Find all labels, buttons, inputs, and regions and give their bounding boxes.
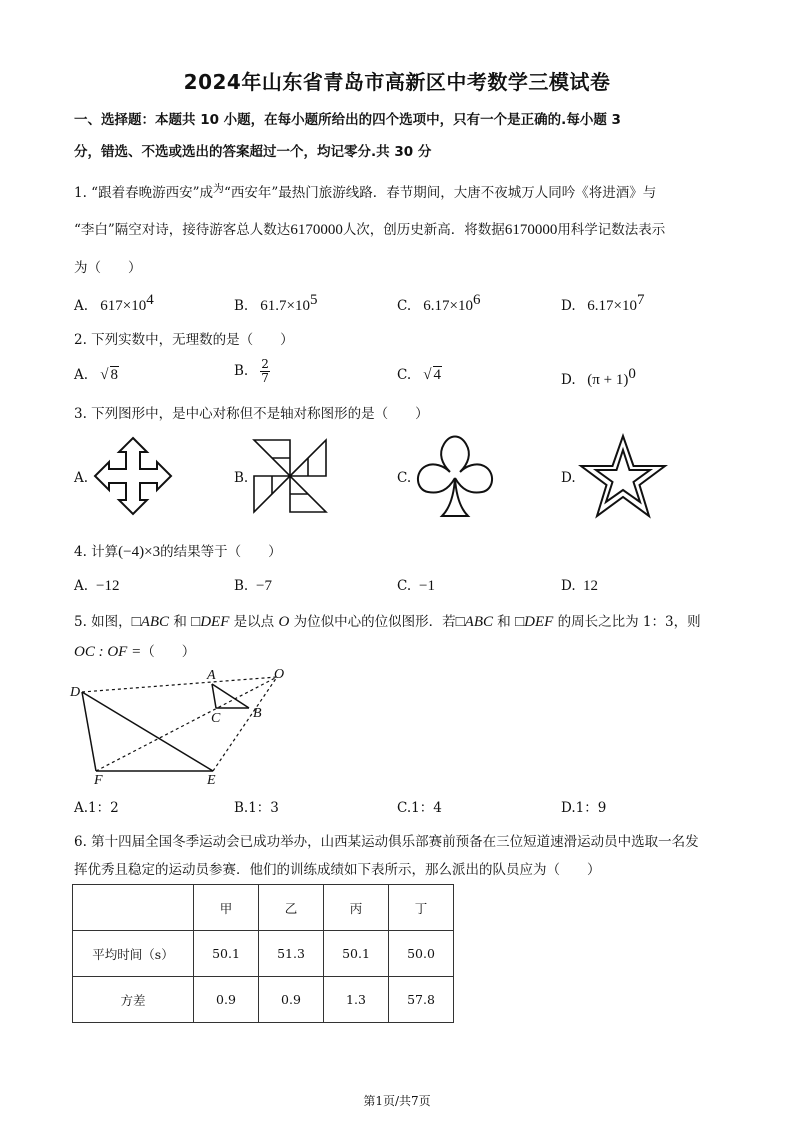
- table-cell: 0.9: [259, 977, 324, 1023]
- table-row: [73, 977, 454, 1023]
- option-label: B.: [234, 363, 249, 379]
- option-label: B.: [234, 298, 249, 314]
- triangle-def: □DEF: [515, 614, 554, 630]
- q5-text-part: 为位似中心的位似图形．若: [289, 614, 456, 630]
- option-label: A.: [74, 298, 89, 314]
- q3-option-a-label[interactable]: A.: [74, 470, 89, 486]
- option-label: C.: [397, 367, 412, 383]
- option-exponent: 5: [310, 292, 318, 308]
- q1-line2: [74, 218, 665, 239]
- page-footer: 第1页/共7页: [363, 1094, 431, 1108]
- q1-number: 6170000: [504, 222, 558, 238]
- q3-option-c-label[interactable]: C.: [397, 470, 412, 486]
- table-cell: 方差: [73, 977, 194, 1023]
- option-label: D.: [561, 578, 576, 594]
- option-label: C.: [397, 800, 412, 816]
- q1-text-part: 为: [212, 182, 224, 195]
- q5-text-part: 和: [493, 614, 516, 630]
- table-cell: 1.3: [324, 977, 389, 1023]
- triangle-def: □DEF: [191, 614, 230, 630]
- option-label: C.: [397, 298, 412, 314]
- q5-text-part: 和: [169, 614, 192, 630]
- option-value: −1: [419, 578, 435, 594]
- q1-text-part: “西安年”最热门旅游线路．春节期间，大唐不夜城万人同吟《将进酒》与: [223, 185, 657, 201]
- option-label: A.: [74, 367, 89, 383]
- option-value: 617×10: [100, 298, 147, 314]
- table-cell: 50.1: [324, 931, 389, 977]
- label-c: C: [211, 711, 221, 726]
- q1-text-part: 1. “跟着春晚游西安”成: [74, 185, 213, 201]
- q1-option-c[interactable]: [397, 292, 481, 315]
- option-label: A.: [74, 800, 89, 816]
- q1-line1: [74, 180, 656, 201]
- option-value: 6.17×10: [587, 298, 638, 314]
- table-header-cell: 乙: [259, 885, 324, 931]
- table-cell: 57.8: [389, 977, 454, 1023]
- double-star-icon: [578, 433, 668, 521]
- pinwheel-icon: [252, 438, 328, 514]
- table-header-cell: [73, 885, 194, 931]
- option-label: C.: [397, 578, 412, 594]
- q5-text-part: 是以点: [229, 614, 279, 630]
- triangle-abc: □ABC: [455, 614, 493, 630]
- q5-line1: [74, 610, 701, 631]
- section-heading-line2: 分，错选、不选或选出的答案超过一个，均记零分.共 30 分: [74, 144, 432, 160]
- radicand: 8: [110, 367, 119, 383]
- four-arrows-icon: [93, 436, 173, 516]
- option-label: A.: [74, 578, 89, 594]
- q2-option-c[interactable]: C. √ 4: [397, 367, 442, 383]
- option-label: D.: [561, 372, 576, 388]
- q5-text-part: 的周长之比为 1：3，则: [553, 614, 701, 630]
- q2-option-d[interactable]: [561, 366, 636, 389]
- q1-line3: 为（ ）: [74, 260, 142, 276]
- option-value: 1：4: [411, 800, 442, 816]
- q6-line1: 6. 第十四届全国冬季运动会已成功举办，山西某运动俱乐部赛前预备在三位短道速滑运动员中选取一名发: [74, 834, 699, 850]
- option-value: 12: [583, 578, 598, 594]
- option-label: D.: [561, 298, 576, 314]
- option-value: −12: [96, 578, 120, 594]
- label-f: F: [94, 773, 103, 788]
- q5-option-c[interactable]: [397, 796, 442, 816]
- table-cell: 0.9: [194, 977, 259, 1023]
- club-icon: [414, 432, 496, 520]
- table-cell: 50.1: [194, 931, 259, 977]
- q6-line2: 挥优秀且稳定的运动员参赛．他们的训练成绩如下表所示，那么派出的队员应为（ ）: [74, 862, 601, 878]
- option-value: 6.17×10: [423, 298, 474, 314]
- option-value: 1：2: [88, 800, 119, 816]
- q1-option-b[interactable]: [234, 292, 318, 315]
- q1-number: 6170000: [290, 222, 343, 238]
- section-heading-line1: 一、选择题：本题共 10 小题，在每小题所给出的四个选项中，只有一个是正确的.每小题 3: [74, 112, 621, 128]
- table-header-cell: 丙: [324, 885, 389, 931]
- q4-expression: (−4)×3: [118, 544, 161, 560]
- q4-text-part: 4. 计算: [74, 544, 119, 560]
- q5-option-b[interactable]: [234, 796, 279, 816]
- page-title: 2024年山东省青岛市高新区中考数学三模试卷: [183, 70, 611, 94]
- option-value: 61.7×10: [260, 298, 311, 314]
- table-row: [73, 931, 454, 977]
- table-cell: 50.0: [389, 931, 454, 977]
- option-exponent: 4: [146, 292, 154, 308]
- option-label: D.: [561, 800, 576, 816]
- q5-line2: [74, 640, 195, 661]
- radicand: 4: [433, 367, 442, 383]
- q5-text-part: （ ）: [141, 644, 196, 660]
- q4-option-d[interactable]: [561, 578, 598, 595]
- q1-option-d[interactable]: [561, 292, 645, 315]
- q1-text-part: 人次，创历史新高．将数据: [342, 222, 505, 238]
- q3-option-b-label[interactable]: B.: [234, 470, 249, 486]
- q3-text: 3. 下列图形中，是中心对称但不是轴对称图形的是（ ）: [74, 406, 429, 422]
- label-b: B: [253, 706, 262, 721]
- q4-text-part: 的结果等于（ ）: [160, 544, 282, 560]
- q2-text: 2. 下列实数中，无理数的是（ ）: [74, 332, 294, 348]
- q2-option-b[interactable]: [234, 358, 270, 385]
- label-d: D: [70, 685, 81, 700]
- q1-option-a[interactable]: [74, 292, 154, 315]
- training-results-table: [72, 884, 454, 1023]
- fraction-numerator: 2: [261, 357, 269, 371]
- q5-option-a[interactable]: [74, 796, 119, 816]
- table-cell: 平均时间（s）: [73, 931, 194, 977]
- q1-text-part: “李白”隔空对诗，接待游客总人数达: [74, 222, 291, 238]
- option-value: −7: [256, 578, 272, 594]
- table-header-row: [73, 885, 454, 931]
- q4-text: [74, 540, 282, 561]
- option-exponent: 0: [628, 366, 636, 382]
- option-exponent: 7: [637, 292, 645, 308]
- label-o: O: [274, 667, 285, 682]
- table-header-cell: 丁: [389, 885, 454, 931]
- q1-text-part: 用科学记数法表示: [557, 222, 666, 238]
- option-value: 1：9: [575, 800, 607, 816]
- option-label: B.: [234, 800, 249, 816]
- q4-option-c[interactable]: [397, 578, 435, 595]
- table-header-cell: 甲: [194, 885, 259, 931]
- q2-option-a[interactable]: A. √ 8: [74, 367, 119, 383]
- point-o: O: [278, 614, 290, 630]
- label-a: A: [207, 668, 216, 683]
- option-value: 1：3: [248, 800, 279, 816]
- q5-text-part: 5. 如图，: [74, 614, 132, 630]
- option-exponent: 6: [473, 292, 481, 308]
- q4-option-a[interactable]: [74, 578, 119, 595]
- option-label: B.: [234, 578, 249, 594]
- fraction-denominator: 7: [261, 371, 269, 385]
- label-e: E: [207, 773, 216, 788]
- q4-option-b[interactable]: [234, 578, 272, 595]
- q3-option-d-label[interactable]: D.: [561, 470, 576, 486]
- option-value: (π + 1): [587, 372, 629, 388]
- triangle-abc: □ABC: [131, 614, 170, 630]
- similar-triangles-figure: [66, 664, 300, 788]
- table-cell: 51.3: [259, 931, 324, 977]
- ratio-expression: OC : OF =: [74, 644, 142, 660]
- q5-option-d[interactable]: [561, 796, 606, 816]
